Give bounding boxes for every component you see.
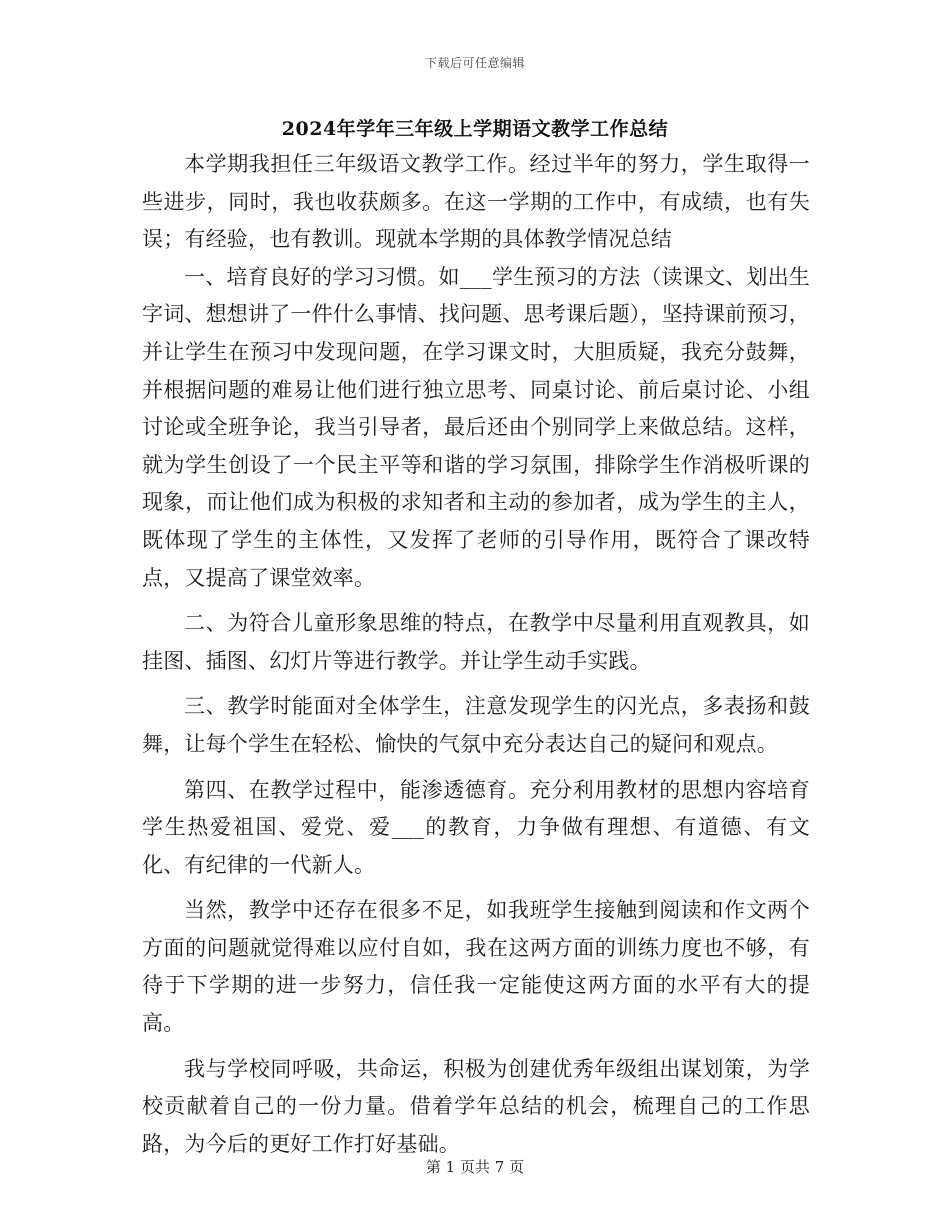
document-title: 2024年学年三年级上学期语文教学工作总结: [281, 118, 669, 140]
paragraph-shortcomings: 当然，教学中还存在很多不足，如我班学生接触到阅读和作文两个方面的问题就觉得难以应付自如，我在这两方面的训练力度也不够，有待于下学期的进一步努力，信任我一定能使这两方面的水平有大的提高。: [142, 898, 810, 1036]
paragraph-point-3: 三、教学时能面对全体学生，注意发现学生的闪光点，多表扬和鼓舞，让每个学生在轻松、愉快的气氛中充分表达自己的疑问和观点。: [142, 694, 810, 756]
header-note: 下载后可任意编辑: [424, 56, 525, 70]
paragraph-point-1: 一、培育良好的学习习惯。如___学生预习的方法（读课文、划出生字词、想想讲了一件什么事情、找问题、思考课后题），坚持课前预习，并让学生在预习中发现问题，在学习课文时，大胆质疑，我充分鼓舞，并根据问题的难易让他们进行独立思考、同桌讨论、前后桌讨论、小组讨论或全班争论，我当引导者，最后还由个别同学上来做总结。这样，就为学生创设了一个民主平等和谐的学习氛围，排除学生作消极听课的现象，而让他们成为积极的求知者和主动的参加者，成为学生的主人，既体现了学生的主体性，又发挥了老师的引导作用，既符合了课改特点，又提高了课堂效率。: [142, 264, 810, 590]
paragraph-point-2: 二、为符合儿童形象思维的特点，在教学中尽量利用直观教具，如挂图、插图、幻灯片等进行教学。并让学生动手实践。: [142, 611, 810, 673]
paragraph-intro: 本学期我担任三年级语文教学工作。经过半年的努力，学生取得一些进步，同时，我也收获颇多。在这一学期的工作中，有成绩，也有失误；有经验，也有教训。现就本学期的具体教学情况总结: [142, 152, 810, 252]
page-footer: 第 1 页共 7 页: [425, 1158, 525, 1176]
document-body: [142, 146, 810, 1163]
paragraph-point-4: 第四、在教学过程中，能渗透德育。充分利用教材的思想内容培育学生热爱祖国、爱党、爱___的教育，力争做有理想、有道德、有文化、有纪律的一代新人。: [142, 777, 810, 877]
paragraph-conclusion: 我与学校同呼吸，共命运，积极为创建优秀年级组出谋划策，为学校贡献着自己的一份力量。借着学年总结的机会，梳理自己的工作思路，为今后的更好工作打好基础。: [142, 1056, 810, 1156]
